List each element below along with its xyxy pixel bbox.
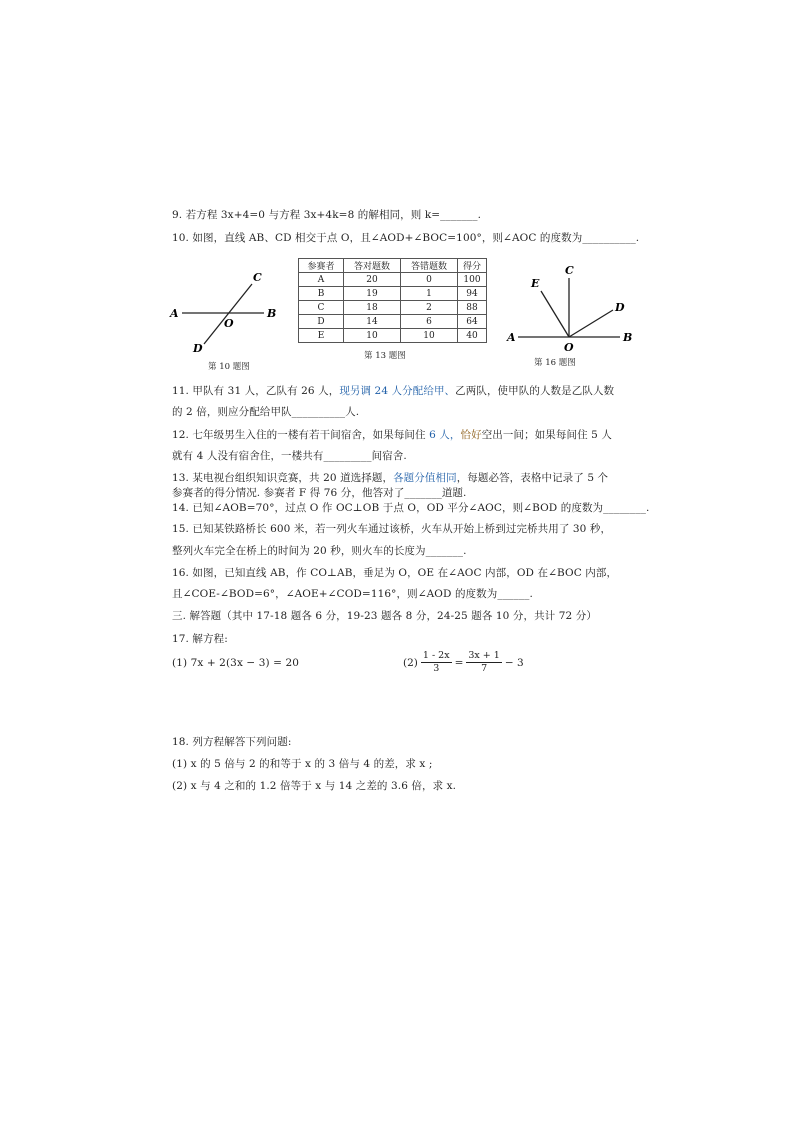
header-cell: 参赛者 xyxy=(299,259,344,273)
label-b: B xyxy=(267,307,277,320)
table-cell: D xyxy=(299,315,344,329)
table-cell: 40 xyxy=(458,329,487,343)
fraction-left-denominator: 3 xyxy=(433,663,440,674)
table-cell: A xyxy=(299,273,344,287)
q17-p2-tail: − 3 xyxy=(504,656,524,669)
fraction-right-numerator: 3x + 1 xyxy=(468,650,500,661)
fraction-left xyxy=(421,650,452,675)
table-cell: C xyxy=(299,301,344,315)
question-14: 14. 已知∠AOB=70°，过点 O 作 OC⊥OB 于点 O，OD 平分∠AOC，则∠BOD 的度数为________. xyxy=(172,502,650,514)
table-cell: 1 xyxy=(401,287,458,301)
label-o: O xyxy=(564,341,574,354)
header-cell: 得分 xyxy=(458,259,487,273)
q11-text-a: 11. 甲队有 31 人，乙队有 26 人， xyxy=(172,385,340,397)
question-17-part1: (1) 7x + 2(3x − 3) = 20 xyxy=(172,657,300,669)
table-row xyxy=(299,301,487,315)
table-cell: 100 xyxy=(458,273,487,287)
label-b: B xyxy=(623,331,633,344)
table-cell: 88 xyxy=(458,301,487,315)
question-18: 18. 列方程解答下列问题: xyxy=(172,736,292,748)
ray-od xyxy=(569,310,613,337)
question-11-line2: 的 2 倍，则应分配给甲队__________人. xyxy=(172,406,360,418)
question-13-line2: 参赛者的得分情况. 参赛者 F 得 76 分，他答对了_______道题. xyxy=(172,487,467,499)
q12-text-c: 恰好 xyxy=(460,429,482,441)
table-cell: B xyxy=(299,287,344,301)
q12-text-a: 12. 七年级男生入住的一楼有若干间宿舍，如果每间住 xyxy=(172,429,426,441)
q17-p2-label: (2) xyxy=(403,656,418,669)
question-16: 16. 如图，已知直线 AB，作 CO⊥AB，垂足为 O，OE 在∠AOC 内部，OD 在∠BOC 内部， xyxy=(172,567,618,579)
fraction-right xyxy=(466,650,501,675)
question-13 xyxy=(172,470,608,485)
fraction-right-denominator: 7 xyxy=(481,663,488,674)
table-row xyxy=(299,315,487,329)
label-d: D xyxy=(193,342,203,355)
question-10: 10. 如图，直线 AB、CD 相交于点 O，且∠AOD+∠BOC=100°，则∠AOC 的度数为__________. xyxy=(172,232,640,244)
question-16-line2: 且∠COE-∠BOD=6°，∠AOE+∠COD=116°，则∠AOD 的度数为______. xyxy=(172,588,533,600)
section-3-heading: 三. 解答题（其中 17-18 题各 6 分，19-23 题各 8 分，24-25 题各 10 分，共计 72 分） xyxy=(172,610,597,622)
q13-text-c: ，每题必答，表格中记录了 5 个 xyxy=(456,472,609,484)
figure-10-caption: 第 10 题图 xyxy=(208,362,250,372)
table-cell: 14 xyxy=(344,315,401,329)
table-13 xyxy=(298,258,487,361)
label-d: D xyxy=(615,301,625,314)
figure-16-caption: 第 16 题图 xyxy=(534,358,576,368)
table-cell: E xyxy=(299,329,344,343)
table-cell: 10 xyxy=(401,329,458,343)
label-e: E xyxy=(531,277,540,290)
q12-text-d: 空出一间；如果每间住 5 人 xyxy=(481,429,612,441)
figure-10-diagram xyxy=(168,256,288,376)
label-c: C xyxy=(253,271,262,284)
table-cell: 64 xyxy=(458,315,487,329)
table-cell: 10 xyxy=(344,329,401,343)
question-17: 17. 解方程: xyxy=(172,633,228,645)
figure-16-diagram xyxy=(508,258,633,358)
equals-sign: = xyxy=(454,656,464,669)
label-c: C xyxy=(565,264,574,277)
table-header-row xyxy=(299,259,487,273)
figure-16 xyxy=(508,258,633,376)
score-table xyxy=(298,258,487,343)
table-cell: 0 xyxy=(401,273,458,287)
label-o: O xyxy=(224,317,234,330)
table-cell: 94 xyxy=(458,287,487,301)
q11-text-b: 现另调 24 人分配给甲、 xyxy=(339,385,456,397)
line-cd xyxy=(204,284,252,344)
question-9: 9. 若方程 3x+4=0 与方程 3x+4k=8 的解相同，则 k=_______. xyxy=(172,209,482,221)
q13-text-b: 各题分值相同 xyxy=(393,472,457,484)
ray-oe xyxy=(541,291,569,337)
label-a: A xyxy=(170,307,179,320)
figures-row xyxy=(168,256,638,376)
header-cell: 答对题数 xyxy=(344,259,401,273)
question-18-part1: (1) x 的 5 倍与 2 的和等于 x 的 3 倍与 4 的差，求 x ; xyxy=(172,758,433,770)
question-17-part2 xyxy=(403,650,524,675)
table-cell: 18 xyxy=(344,301,401,315)
table-row xyxy=(299,273,487,287)
fraction-left-numerator: 1 - 2x xyxy=(422,650,450,661)
table-row xyxy=(299,329,487,343)
table-row xyxy=(299,287,487,301)
table-cell: 19 xyxy=(344,287,401,301)
label-a: A xyxy=(507,331,516,344)
figure-10 xyxy=(168,256,288,376)
question-15-line2: 整列火车完全在桥上的时间为 20 秒，则火车的长度为_______. xyxy=(172,545,467,557)
q12-text-b: 6 人， xyxy=(425,429,461,441)
header-cell: 答错题数 xyxy=(401,259,458,273)
q11-text-c: 乙两队，使甲队的人数是乙队人数 xyxy=(455,385,615,397)
q13-text-a: 13. 某电视台组织知识竞赛，共 20 道选择题， xyxy=(172,472,394,484)
question-12-line2: 就有 4 人没有宿舍住，一楼共有_________间宿舍. xyxy=(172,450,407,462)
question-11 xyxy=(172,383,614,398)
table-cell: 20 xyxy=(344,273,401,287)
question-18-part2: (2) x 与 4 之和的 1.2 倍等于 x 与 14 之差的 3.6 倍，求 x. xyxy=(172,780,457,792)
table-13-caption: 第 13 题图 xyxy=(364,351,406,361)
question-15: 15. 已知某铁路桥长 600 米，若一列火车通过该桥，火车从开始上桥到过完桥共用了 30 秒， xyxy=(172,523,612,535)
question-12 xyxy=(172,427,612,442)
table-cell: 2 xyxy=(401,301,458,315)
table-cell: 6 xyxy=(401,315,458,329)
